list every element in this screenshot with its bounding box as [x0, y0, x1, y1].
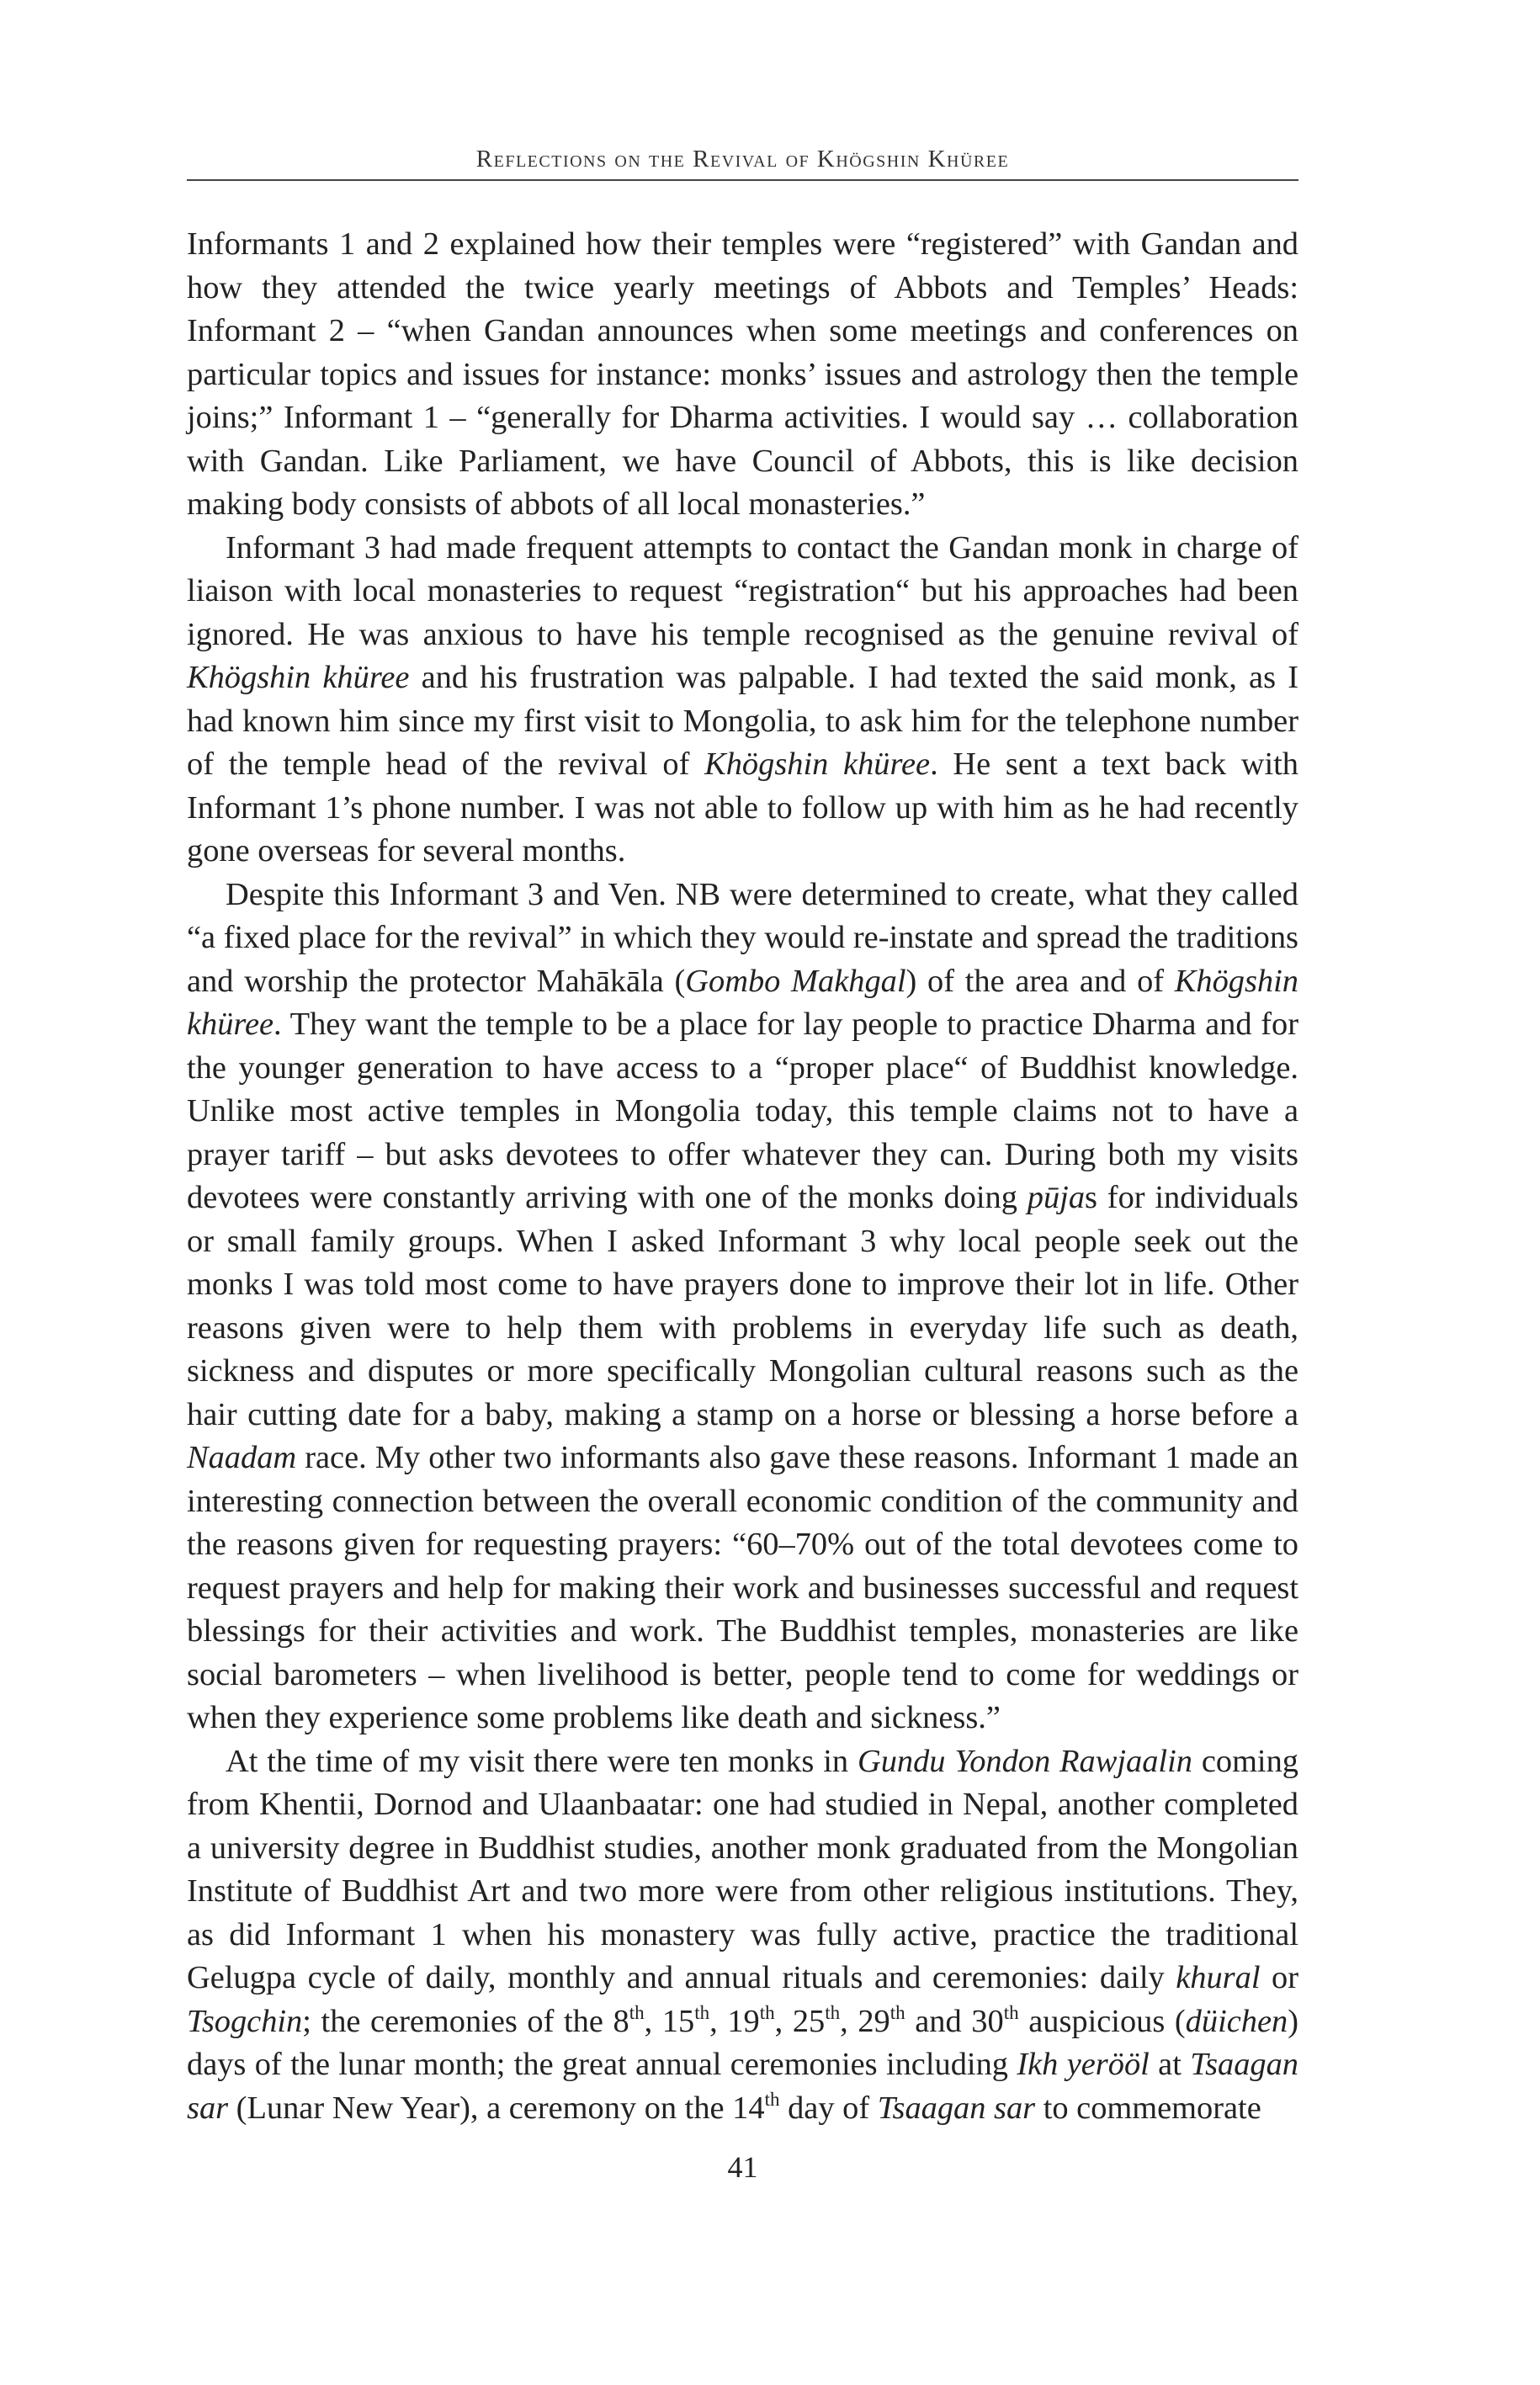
ordinal-suffix: th: [764, 2087, 780, 2110]
ordinal-suffix: th: [825, 2000, 841, 2023]
text-run: . He sent a text back with Informant 1’s phone number. I was not able to follow up with him as he had recently gone overseas for several months.: [187, 746, 1298, 868]
italic-term: Gombo Makhgal: [685, 963, 906, 999]
text-run: (Lunar New Year), a ceremony on the 14: [228, 2090, 765, 2126]
text-run: and 30: [905, 2003, 1004, 2039]
text-run: , 25: [774, 2003, 826, 2039]
italic-term: Khögshin khüree: [704, 746, 931, 782]
italic-term: pūja: [1027, 1180, 1086, 1215]
italic-term: Tsaagan sar: [187, 2047, 1298, 2126]
paragraph-4: [187, 1740, 1298, 2131]
text-run: to commemorate: [1035, 2090, 1261, 2126]
header-rule: [187, 179, 1298, 181]
text-run: , 29: [840, 2003, 890, 2039]
text-run: . They want the temple to be a place for lay people to practice Dharma and for the younger generation to have access to a “proper place“ of Buddhist knowledge. Unlike most active temples in Mongolia today, this temple claims not to have a prayer tariff – but asks devotees to offer whatever they can. During both my visits devotees were constantly arriving with one of the monks doing: [187, 1007, 1298, 1215]
italic-term: Khögshin khüree: [187, 660, 410, 695]
text-run: , 19: [709, 2003, 760, 2039]
text-run: coming from Khentii, Dornod and Ulaanbaatar: one had studied in Nepal, another completed a university degree in Buddhist studies, another monk graduated from the Mongolian Institute of Buddhist Art and two more were from other religious institutions. They, as did Informant 1 when his monastery was fully active, practice the traditional Gelugpa cycle of daily, monthly and annual rituals and ceremonies: daily: [187, 1743, 1298, 1995]
text-run: Informant 3 had made frequent attempts to contact the Gandan monk in charge of liaison with local monasteries to request “registration“ but his approaches had been ignored. He was anxious to have his temple recognised as the genuine revival of: [187, 529, 1298, 652]
ordinal-suffix: th: [694, 2000, 710, 2023]
text-run: day of: [779, 2090, 878, 2126]
body-text: [187, 223, 1298, 2130]
text-run: ; the ceremonies of the 8: [302, 2003, 629, 2039]
italic-term: düichen: [1185, 2003, 1288, 2039]
text-run: or: [1260, 1960, 1299, 1995]
text-run: Informants 1 and 2 explained how their temples were “registered” with Gandan and how they attended the twice yearly meetings of Abbots and Temples’ Heads: Informant 2 – “when Gandan announces when some meetings and conferences on particular topics and issues for instance: monks’ issues and astrology then the temple joins;” Informant 1 – “generally for Dharma activities. I would say … collaboration with Gandan. Like Parliament, we have Council of Abbots, this is like decision making body consists of abbots of all local monasteries.”: [187, 226, 1298, 522]
ordinal-suffix: th: [759, 2000, 775, 2023]
text-run: s for individuals or small family groups. When I asked Informant 3 why local people seek out the monks I was told most come to have prayers done to improve their lot in life. Other reasons given were to help them with problems in everyday life such as death, sickness and disputes or more specifically Mongolian cultural reasons such as the hair cutting date for a baby, making a stamp on a horse or blessing a horse before a: [187, 1180, 1298, 1432]
text-run: Despite this Informant 3 and Ven. NB were determined to create, what they called “a fixed place for the revival” in which they would re-instate and spread the traditions and worship the protector Mahākāla (: [187, 876, 1298, 999]
italic-term: Khögshin khüree: [187, 963, 1298, 1042]
italic-term: khural: [1176, 1960, 1261, 1995]
ordinal-suffix: th: [629, 2000, 645, 2023]
italic-term: Gundu Yondon Rawjaalin: [858, 1743, 1192, 1779]
text-run: and his frustration was palpable. I had texted the said monk, as I had known him since my first visit to Mongolia, to ask him for the telephone number of the temple head of the revival of: [187, 660, 1299, 782]
italic-term: Tsaagan sar: [877, 2090, 1036, 2126]
paragraph-2: [187, 527, 1298, 874]
text-run: ) of the area and of: [905, 963, 1175, 999]
ordinal-suffix: th: [1003, 2000, 1019, 2023]
paragraph-3: [187, 874, 1298, 1740]
text-run: , 15: [644, 2003, 695, 2039]
italic-term: Tsogchin: [187, 2003, 303, 2039]
text-run: at: [1149, 2047, 1191, 2082]
running-head: Reflections on the Revival of Khögshin Khüree: [475, 146, 1010, 173]
text-run: race. My other two informants also gave these reasons. Informant 1 made an interesting connection between the overall economic condition of the community and the reasons given for requesting prayers: “60–70% out of the total devotees come to request prayers and help for making their work and businesses successful and request blessings for their activities and work. The Buddhist temples, monasteries are like social barometers – when livelihood is better, people tend to come for weddings or when they experience some problems like death and sickness.”: [187, 1440, 1298, 1735]
text-run: ) days of the lunar month; the great annual ceremonies including: [187, 2003, 1298, 2082]
italic-term: Ikh yerööl: [1017, 2047, 1150, 2082]
page-number: 41: [727, 2150, 758, 2184]
ordinal-suffix: th: [889, 2000, 905, 2023]
text-run: auspicious (: [1018, 2003, 1186, 2039]
text-run: At the time of my visit there were ten monks in: [226, 1743, 858, 1779]
italic-term: Naadam: [187, 1440, 297, 1475]
paragraph-1: [187, 223, 1298, 527]
